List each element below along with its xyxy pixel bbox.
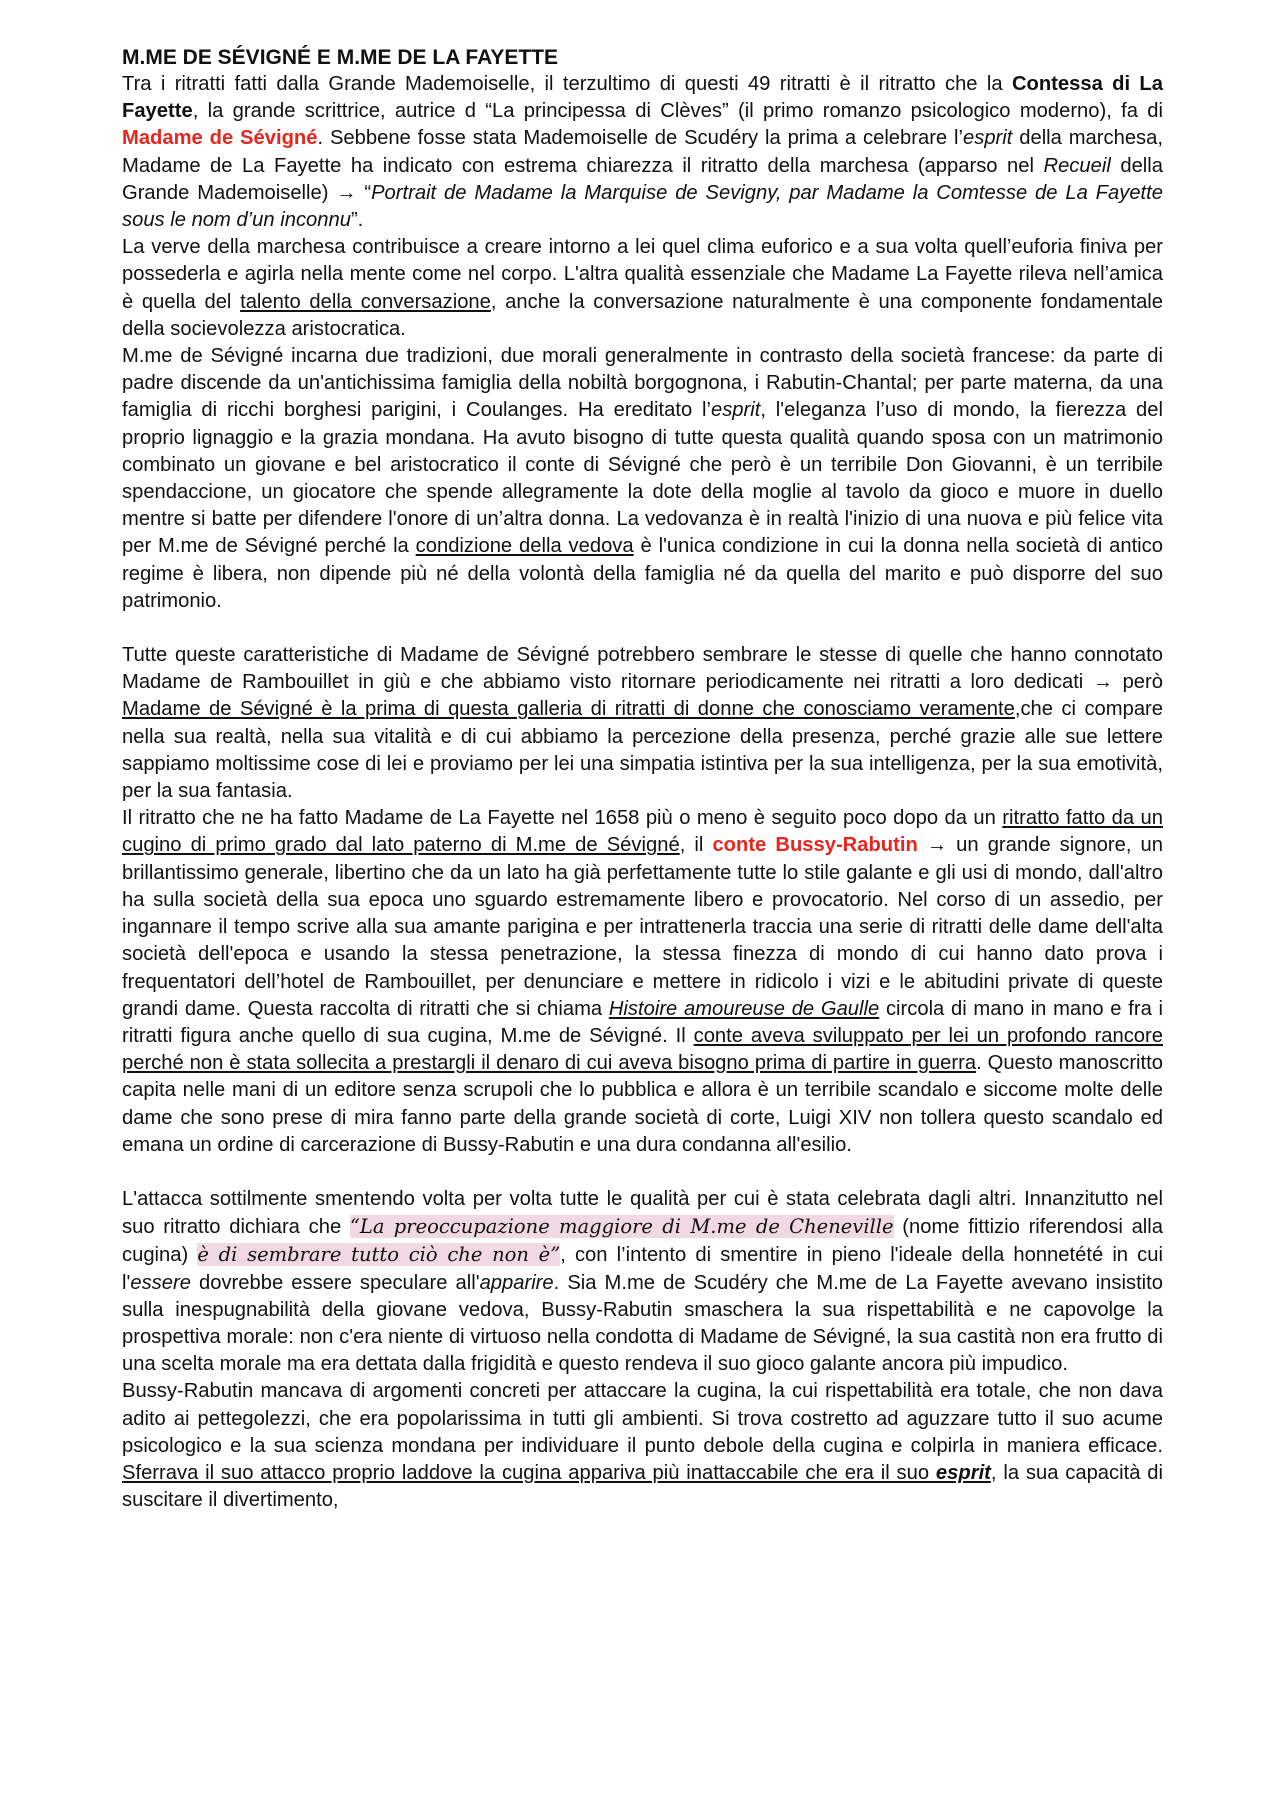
italic-text: Recueil <box>1043 154 1111 177</box>
text-run: , con l’intento di smentire in pieno l'ideale della honnetété in cui l' <box>122 1244 1163 1294</box>
paragraph-6 <box>122 1186 1163 1378</box>
text-run: , il <box>679 834 713 857</box>
text-run: L'attacca sottilmente smentendo volta per volta tutte le qualità per cui è stata celebrata dagli altri. Innanzitutto nel suo ritratto dichiara che <box>122 1187 1163 1239</box>
highlight-name: conte Bussy-Rabutin <box>712 834 918 857</box>
italic-underlined-title: Histoire amoureuse de Gaulle <box>608 997 880 1020</box>
text-run: circola di mano in mano e fra i ritratti figura anche quello di sua cugina, M.me de Sévigné. Il <box>122 997 1163 1047</box>
highlight-name: Madame de Sévigné <box>122 127 318 150</box>
text-run: La verve della marchesa contribuisce a creare intorno a lei quel clima euforico e a sua volta quell’euforia finiva per possederla e agirla nella mente come nel corpo. L'altra qualità essenziale che Madame La Fayette rileva nell’amica è quella del <box>122 236 1163 313</box>
text-run: . Sia M.me de Scudéry che M.me de La Fayette avevano insistito sulla inespugnabilità della giovane vedova, Bussy-Rabutin smaschera la sua rispettabilità e ne capovolge la prospettiva morale: non c'era niente di virtuoso nella condotta di Madame de Sévigné, la sua castità non era frutto di una scelta morale ma era dettata dalla frigidità e questo rendeva il suo gioco galante ancora più impudico. <box>122 1271 1164 1376</box>
text-run: , la grande scrittrice, autrice d “La principessa di Clèves” (il primo romanzo psicologico moderno), fa di <box>192 100 1163 123</box>
text-run: . Sebbene fosse stata Mademoiselle de Scudéry la prima a celebrare l’ <box>317 127 963 150</box>
text-run: Il ritratto che ne ha fatto Madame de La Fayette nel 1658 più o meno è seguito poco dopo da un <box>122 807 1003 830</box>
text-run: dovrebbe essere speculare all' <box>190 1271 480 1294</box>
paragraph-3 <box>122 343 1163 615</box>
underlined-text: condizione della vedova <box>415 535 634 558</box>
paragraph-5 <box>122 805 1163 1159</box>
text-run: , la sua capacità di suscitare il divertimento, <box>122 1461 1163 1512</box>
text-run: è l'unica condizione in cui la donna nella società di antico regime è libera, non dipende più né della volontà della famiglia né da quella del marito e può disporre del suo patrimonio. <box>122 535 1163 612</box>
bold-italic-underlined-text: esprit <box>935 1461 991 1484</box>
underlined-text: Sferrava il suo attacco proprio laddove la cugina appariva più inattaccabile che era il suo <box>122 1461 936 1484</box>
italic-text: essere <box>130 1271 191 1294</box>
italic-text: apparire <box>479 1271 554 1294</box>
paragraph-1 <box>122 71 1163 234</box>
text-run: . Questo manoscritto capita nelle mani di un editore senza scrupoli che lo pubblica e allora è un terribile scandalo e siccome molte delle dame che sono prese di mira fanno parte della grande società di corte, Luigi XIV non tollera questo scandalo ed emana un ordine di carcerazione di Bussy-Rabutin e una dura condanna all'esilio. <box>122 1052 1163 1156</box>
paragraph-gap <box>122 1159 1163 1186</box>
underlined-text: talento della conversazione <box>240 290 491 313</box>
text-run: (nome fittizio riferendosi alla cugina) <box>122 1216 1163 1267</box>
text-run: Bussy-Rabutin mancava di argomenti concreti per attaccare la cugina, la cui rispettabilità era totale, che non dava adito ai pettegolezzi, che era popolarissima in tutti gli ambienti. Si trova costretto ad aguzzare tutto il suo acume psicologico e la sua scienza mondana per individuare il punto debole della cugina e colpirla in maniera efficace. <box>122 1380 1163 1457</box>
bold-text: Contessa di La Fayette <box>122 73 1163 123</box>
underlined-text: conte aveva sviluppato per lei un profondo rancore perché non è stata sollecita a prestargli il denaro di cui aveva bisogno prima di partire in guerra <box>122 1024 1163 1075</box>
document-page <box>122 44 1163 1514</box>
highlighted-quote: è di sembrare tutto ciò che non è” <box>197 1243 561 1267</box>
document-title: M.ME DE SÉVIGNÉ E M.ME DE LA FAYETTE <box>122 46 559 69</box>
paragraph-gap <box>122 615 1163 642</box>
text-run: ”. <box>350 209 364 232</box>
underlined-text: ritratto fatto da un cugino di primo grado dal lato paterno di M.me de Sévigné <box>122 807 1163 857</box>
paragraph-2 <box>122 234 1163 343</box>
text-run: della marchesa, Madame de La Fayette ha indicato con estrema chiarezza il ritratto della marchesa (apparso nel <box>122 127 1163 177</box>
paragraph-4 <box>122 642 1163 805</box>
text-run: , anche la conversazione naturalmente è una componente fondamentale della socievolezza aristocratica. <box>122 290 1164 340</box>
text-run: M.me de Sévigné incarna due tradizioni, due morali generalmente in contrasto della società francese: da parte di padre discende da un'antichissima famiglia della nobiltà borgognona, i Rabutin-Chantal; per parte materna, da una famiglia di ricchi borghesi parigini, i Coulanges. Ha ereditato l’ <box>122 345 1163 422</box>
text-run: , l'eleganza l’uso di mondo, la fierezza del proprio lignaggio e la grazia mondana. Ha avuto bisogno di tutte questa qualità quando sposa con un matrimonio combinato un giovane e bel aristocratico il conte di Sévigné che però è un terribile Don Giovanni, è un terribile spendaccione, un giocatore che spende allegramente la dote della moglie al tavolo da gioco e muore in duello mentre si batte per difendere l'onore di un’altra donna. La vedovanza è in realtà l'inizio di una nuova e più felice vita per M.me de Sévigné perché la <box>122 399 1163 558</box>
text-run: della Grande Mademoiselle) → “ <box>122 154 1163 204</box>
italic-text: esprit <box>710 399 761 422</box>
text-run: → un grande signore, un brillantissimo generale, libertino che da un lato ha già perfettamente tutte lo stile galante e gli usi di mondo, dall'altro ha sulla società della sua epoca uno sguardo estremamente libero e provocatorio. Nel corso di un assedio, per ingannare il tempo scrive alla sua amante parigina e per intrattenerla traccia una serie di ritratti delle dame dell'alta società dell'epoca e usando la stessa penetrazione, la stessa finezza di mondo di cui hanno dato prova i frequentatori dell’hotel de Rambouillet, per denunciare e mettere in ridicolo i vizi e le abitudini private di queste grandi dame. Questa raccolta di ritratti che si chiama <box>122 834 1163 1020</box>
italic-text: Portrait de Madame la Marquise de Sevigny, par Madame la Comtesse de La Fayette sous le nom d’un inconnu <box>122 181 1163 232</box>
text-run: ,che ci compare nella sua realtà, nella sua vitalità e di cui abbiamo la percezione della presenza, perché grazie alle sue lettere sappiamo moltissime cose di lei e proviamo per lei una simpatia istintiva per la sua intelligenza, per la sua emotività, per la sua fantasia. <box>122 698 1163 803</box>
italic-text: esprit <box>963 127 1013 150</box>
paragraph-7 <box>122 1378 1163 1514</box>
text-run: Tutte queste caratteristiche di Madame de Sévigné potrebbero sembrare le stesse di quelle che hanno connotato Madame de Rambouillet in giù e che abbiamo visto ritornare periodicamente nei ritratti a loro dedicati → però <box>122 644 1163 694</box>
text-run: Tra i ritratti fatti dalla Grande Mademoiselle, il terzultimo di questi 49 ritratti è il ritratto che la <box>122 73 1012 95</box>
highlighted-quote: “La preoccupazione maggiore di M.me de Cheneville <box>349 1215 894 1239</box>
underlined-text: Madame de Sévigné è la prima di questa galleria di ritratti di donne che conosciamo veramente <box>122 698 1015 721</box>
